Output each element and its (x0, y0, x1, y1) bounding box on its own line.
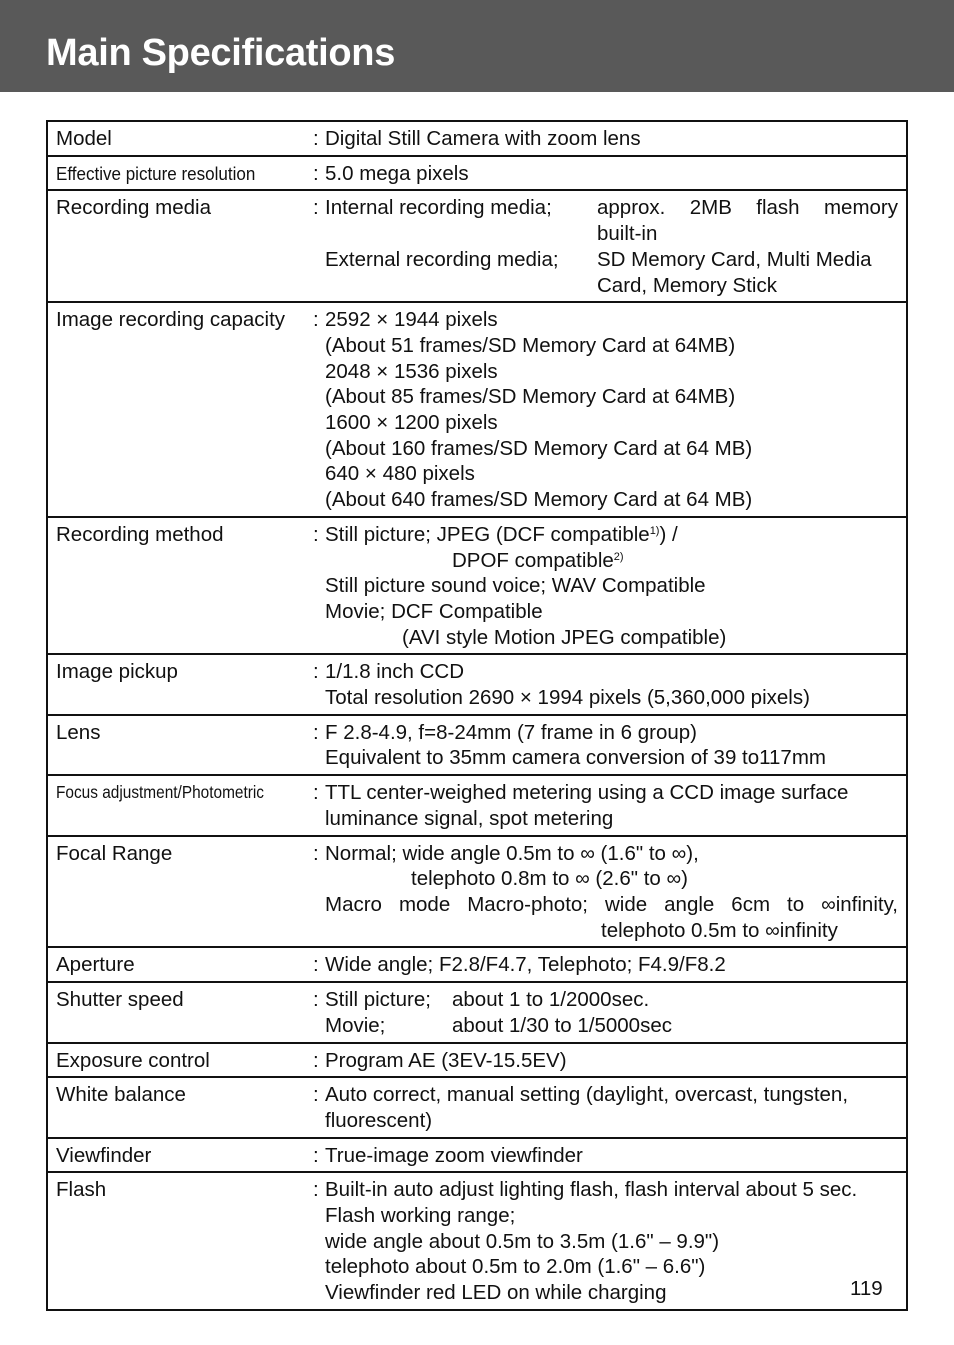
spec-colon: : (313, 781, 319, 805)
spec-label: Flash (56, 1178, 107, 1202)
spec-value-line: 2048 × 1536 pixels (325, 359, 498, 383)
spec-colon: : (313, 161, 319, 185)
spec-label: Focal Range (56, 841, 173, 865)
spec-row-flash (48, 1171, 906, 1309)
spec-value (325, 659, 898, 710)
spec-value (325, 1143, 898, 1169)
spec-value-line: 5.0 mega pixels (325, 161, 469, 185)
spec-row-recording-method (48, 516, 906, 654)
spec-row-aperture (48, 946, 906, 981)
spec-row-image-pickup (48, 653, 906, 713)
spec-value (325, 522, 898, 651)
footnote-ref: 2) (613, 550, 624, 563)
spec-row-focus-photometric (48, 774, 906, 834)
spec-value (325, 987, 898, 1038)
spec-row-model (48, 122, 906, 155)
spec-value (325, 307, 898, 513)
spec-value-line: wide angle about 0.5m to 3.5m (1.6" – 9.9") (325, 1229, 720, 1253)
spec-colon: : (313, 127, 319, 150)
spec-value-line: (About 640 frames/SD Memory Card at 64 MB) (325, 488, 753, 512)
spec-row-white-balance (48, 1076, 906, 1136)
spec-colon: : (313, 988, 319, 1012)
spec-colon: : (313, 1143, 319, 1167)
spec-label: White balance (56, 1083, 186, 1107)
spec-row-recording-capacity (48, 301, 906, 516)
spec-value-line (325, 987, 898, 1013)
spec-value-line: True-image zoom viewfinder (325, 1143, 583, 1167)
spec-value-line: (About 160 frames/SD Memory Card at 64 MB) (325, 436, 753, 460)
spec-value-line: TTL center-weighed metering using a CCD image surface (325, 781, 849, 805)
spec-value-line: 1/1.8 inch CCD (325, 660, 465, 684)
spec-value-line: Normal; wide angle 0.5m to ∞ (1.6" to ∞), (325, 841, 699, 865)
spec-value-line (325, 1013, 898, 1039)
spec-value (325, 720, 898, 771)
external-media-key: External recording media; (325, 247, 559, 271)
spec-label: Image pickup (56, 660, 178, 684)
spec-colon: : (313, 660, 319, 684)
spec-value-line: Macro mode Macro-photo; wide angle 6cm to ∞infinity, (325, 892, 898, 916)
spec-colon: : (313, 1083, 319, 1107)
spec-label: Lens (56, 720, 101, 744)
spec-value-line: 2592 × 1944 pixels (325, 308, 498, 332)
spec-value-line: luminance signal, spot metering (325, 806, 614, 830)
external-media-value-cont: Card, Memory Stick (597, 273, 777, 297)
page-header (0, 0, 954, 92)
spec-label: Viewfinder (56, 1143, 152, 1167)
spec-value (325, 952, 898, 978)
spec-colon: : (313, 841, 319, 865)
page-number: 119 (850, 1277, 883, 1300)
spec-colon: : (313, 1178, 319, 1202)
spec-value (325, 1177, 898, 1306)
spec-value (325, 1048, 898, 1074)
internal-media-value: approx. 2MB flash memory (597, 196, 898, 220)
spec-value-line: (AVI style Motion JPEG compatible) (402, 625, 727, 649)
spec-value-line: fluorescent) (325, 1108, 433, 1132)
spec-value-line: Movie; DCF Compatible (325, 599, 543, 623)
spec-value-line: F 2.8-4.9, f=8-24mm (7 frame in 6 group) (325, 720, 698, 744)
dpof-text: DPOF compatible (452, 548, 614, 572)
spec-label: Shutter speed (56, 988, 184, 1012)
spec-value-line: Viewfinder red LED on while charging (325, 1281, 667, 1305)
spec-label: Recording media (56, 196, 211, 220)
spec-value-line: Total resolution 2690 × 1994 pixels (5,360,000 pixels) (325, 686, 810, 710)
spec-label: Model (56, 127, 112, 150)
specifications-table (46, 120, 908, 1311)
spec-colon: : (313, 1048, 319, 1072)
spec-value (325, 126, 898, 152)
spec-value-line: Digital Still Camera with zoom lens (325, 127, 641, 150)
page-title: Main Specifications (46, 32, 396, 74)
spec-label: Aperture (56, 953, 135, 977)
spec-colon: : (313, 720, 319, 744)
external-media-value: SD Memory Card, Multi Media (597, 247, 872, 271)
spec-value-line: Wide angle; F2.8/F4.7, Telephoto; F4.9/F8.2 (325, 953, 726, 977)
spec-value-line (325, 522, 898, 548)
external-media-entry (325, 247, 898, 298)
spec-colon: : (313, 953, 319, 977)
spec-row-viewfinder (48, 1137, 906, 1172)
spec-value (325, 1082, 898, 1133)
spec-row-lens (48, 714, 906, 774)
spec-value-line: telephoto 0.8m to ∞ (2.6" to ∞) (411, 867, 688, 891)
spec-value-line: Equivalent to 35mm camera conversion of 39 to117mm (325, 746, 826, 770)
spec-value (325, 161, 898, 187)
spec-value-line: Program AE (3EV-15.5EV) (325, 1048, 567, 1072)
footnote-ref: 1) (649, 524, 660, 537)
spec-label: Exposure control (56, 1048, 210, 1072)
spec-value (325, 841, 898, 944)
spec-value-line: (About 51 frames/SD Memory Card at 64MB) (325, 333, 736, 357)
spec-value-line: 1600 × 1200 pixels (325, 411, 498, 435)
spec-value-line: Flash working range; (325, 1204, 516, 1228)
spec-value-line: Built-in auto adjust lighting flash, flash interval about 5 sec. (325, 1178, 858, 1202)
spec-row-exposure-control (48, 1042, 906, 1077)
internal-media-key: Internal recording media; (325, 196, 552, 220)
spec-value-line: Still picture sound voice; WAV Compatible (325, 574, 706, 598)
internal-media-value-cont: built-in (597, 222, 658, 246)
jpeg-text-end: ) / (659, 522, 678, 546)
internal-media-entry (325, 195, 898, 246)
spec-value-line (325, 548, 898, 574)
spec-value-line: telephoto about 0.5m to 2.0m (1.6" – 6.6") (325, 1255, 706, 1279)
spec-value (325, 195, 898, 298)
spec-row-focal-range (48, 835, 906, 947)
shutter-value: about 1/30 to 1/5000sec (452, 1013, 672, 1037)
spec-row-recording-media (48, 189, 906, 301)
spec-colon: : (313, 522, 319, 546)
spec-value-line: Auto correct, manual setting (daylight, overcast, tungsten, (325, 1083, 849, 1107)
spec-value (325, 780, 898, 831)
shutter-key: Still picture; (325, 988, 431, 1012)
spec-label: Recording method (56, 522, 224, 546)
spec-label: Focus adjustment/Photometric (56, 782, 264, 803)
spec-colon: : (313, 196, 319, 220)
jpeg-text: Still picture; JPEG (DCF compatible (325, 522, 650, 546)
spec-value-line: telephoto 0.5m to ∞infinity (601, 918, 838, 942)
spec-value-line: 640 × 480 pixels (325, 462, 475, 486)
spec-row-shutter-speed (48, 981, 906, 1041)
shutter-value: about 1 to 1/2000sec. (452, 988, 650, 1012)
shutter-key: Movie; (325, 1013, 386, 1037)
spec-label: Image recording capacity (56, 308, 286, 332)
spec-colon: : (313, 308, 319, 332)
spec-label: Effective picture resolution (56, 162, 256, 184)
spec-row-resolution (48, 155, 906, 190)
spec-value-line: (About 85 frames/SD Memory Card at 64MB) (325, 385, 736, 409)
